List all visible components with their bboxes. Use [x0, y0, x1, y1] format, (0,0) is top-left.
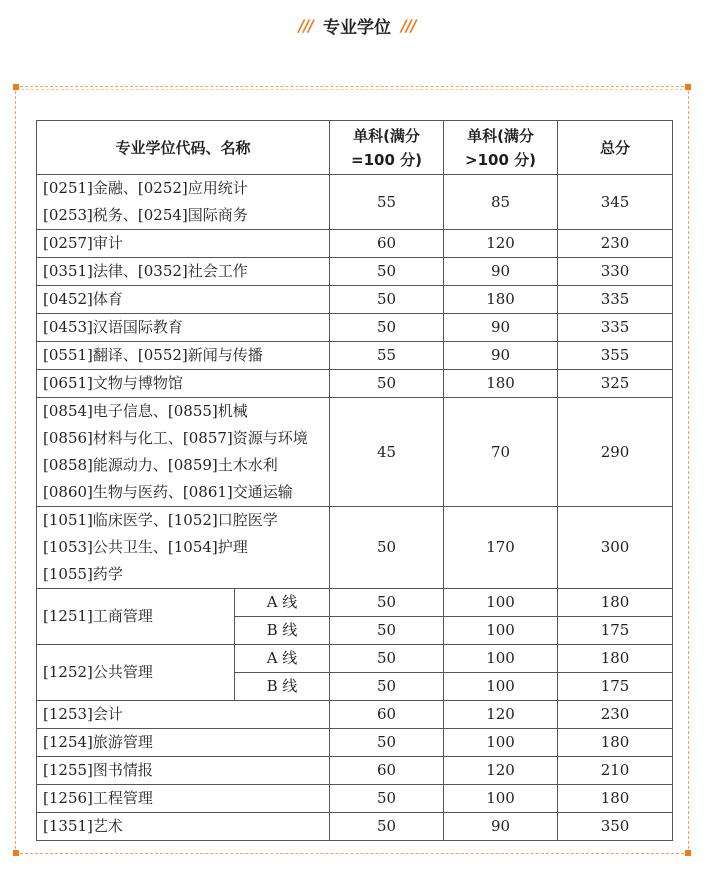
- header-degree-name: 专业学位代码、名称: [37, 121, 330, 175]
- degree-name-line: [0651]文物与博物馆: [43, 374, 183, 392]
- single-100-cell: 50: [330, 645, 444, 673]
- section-header: [0, 10, 714, 40]
- single-100-cell: 50: [330, 258, 444, 286]
- degree-name-line: [1055]药学: [43, 565, 123, 583]
- single-100-cell: 50: [330, 314, 444, 342]
- degree-name-cell: [37, 230, 330, 258]
- total-cell: 230: [558, 230, 673, 258]
- score-line-cell: B 线: [235, 617, 330, 645]
- degree-name-line: [0453]汉语国际教育: [43, 318, 183, 336]
- degree-name-line: [0351]法律、[0352]社会工作: [43, 262, 248, 280]
- total-cell: 180: [558, 645, 673, 673]
- single-gt100-cell: 120: [444, 701, 558, 729]
- header-single-gt100: 单科(满分>100 分): [444, 121, 558, 175]
- total-cell: 180: [558, 589, 673, 617]
- single-gt100-cell: 170: [444, 507, 558, 589]
- single-100-cell: 60: [330, 757, 444, 785]
- table-header-row: [37, 121, 673, 175]
- degree-name-cell: [1254]旅游管理: [37, 729, 330, 757]
- degree-name-line: [0856]材料与化工、[0857]资源与环境: [43, 429, 308, 447]
- single-100-cell: 55: [330, 175, 444, 230]
- corner-marker-icon: [13, 850, 19, 856]
- degree-name-cell: [37, 314, 330, 342]
- table-row: [37, 785, 673, 813]
- degree-name-cell: [37, 342, 330, 370]
- corner-marker-icon: [685, 84, 691, 90]
- table-row: [37, 813, 673, 841]
- decor-slashes-right-icon: ///: [401, 15, 416, 35]
- single-100-cell: 50: [330, 673, 444, 701]
- single-gt100-cell: 120: [444, 230, 558, 258]
- single-gt100-cell: 90: [444, 314, 558, 342]
- degree-name-cell: [1253]会计: [37, 701, 330, 729]
- single-100-cell: 50: [330, 813, 444, 841]
- single-gt100-cell: 85: [444, 175, 558, 230]
- degree-name-cell: [1256]工程管理: [37, 785, 330, 813]
- table-row: [37, 757, 673, 785]
- decor-slashes-left-icon: ///: [298, 15, 313, 35]
- section-title: 专业学位: [323, 17, 391, 38]
- single-100-cell: 50: [330, 617, 444, 645]
- total-cell: 210: [558, 757, 673, 785]
- table-row: [37, 507, 673, 589]
- single-100-cell: 50: [330, 729, 444, 757]
- degree-name-cell: [1255]图书情报: [37, 757, 330, 785]
- total-cell: 330: [558, 258, 673, 286]
- total-cell: 350: [558, 813, 673, 841]
- degree-name-line: [0257]审计: [43, 234, 123, 252]
- total-cell: 355: [558, 342, 673, 370]
- total-cell: 180: [558, 785, 673, 813]
- single-100-cell: 55: [330, 342, 444, 370]
- total-cell: 335: [558, 286, 673, 314]
- single-gt100-cell: 100: [444, 785, 558, 813]
- table-row: [37, 258, 673, 286]
- single-100-cell: 50: [330, 507, 444, 589]
- score-line-cell: B 线: [235, 673, 330, 701]
- degree-name-cell: [37, 398, 330, 507]
- single-gt100-cell: 180: [444, 370, 558, 398]
- degree-name-cell: [1251]工商管理: [37, 589, 235, 645]
- table-row: [37, 398, 673, 507]
- total-cell: 345: [558, 175, 673, 230]
- single-gt100-cell: 90: [444, 813, 558, 841]
- header-total: 总分: [558, 121, 673, 175]
- total-cell: 180: [558, 729, 673, 757]
- degree-name-line: [1053]公共卫生、[1054]护理: [43, 538, 248, 556]
- degree-name-line: [0253]税务、[0254]国际商务: [43, 206, 248, 224]
- total-cell: 300: [558, 507, 673, 589]
- degree-name-line: [0452]体育: [43, 290, 123, 308]
- single-gt100-cell: 100: [444, 673, 558, 701]
- single-gt100-cell: 180: [444, 286, 558, 314]
- table-row: [37, 589, 673, 617]
- table-row: [37, 230, 673, 258]
- single-gt100-cell: 100: [444, 589, 558, 617]
- degree-name-cell: [37, 286, 330, 314]
- single-gt100-cell: 90: [444, 342, 558, 370]
- total-cell: 335: [558, 314, 673, 342]
- degree-name-cell: [1351]艺术: [37, 813, 330, 841]
- single-gt100-cell: 70: [444, 398, 558, 507]
- total-cell: 290: [558, 398, 673, 507]
- score-table: [36, 120, 673, 841]
- single-100-cell: 60: [330, 701, 444, 729]
- table-row: [37, 729, 673, 757]
- single-100-cell: 50: [330, 589, 444, 617]
- degree-name-line: [0860]生物与医药、[0861]交通运输: [43, 483, 293, 501]
- degree-name-cell: [37, 258, 330, 286]
- table-row: [37, 286, 673, 314]
- single-100-cell: 45: [330, 398, 444, 507]
- score-line-cell: A 线: [235, 645, 330, 673]
- table-row: [37, 370, 673, 398]
- table-row: [37, 342, 673, 370]
- corner-marker-icon: [13, 84, 19, 90]
- degree-name-cell: [37, 175, 330, 230]
- single-gt100-cell: 100: [444, 729, 558, 757]
- degree-name-cell: [37, 507, 330, 589]
- frame-inner-line: [16, 89, 688, 90]
- single-gt100-cell: 120: [444, 757, 558, 785]
- degree-name-cell: [1252]公共管理: [37, 645, 235, 701]
- table-row: [37, 701, 673, 729]
- single-100-cell: 50: [330, 785, 444, 813]
- corner-marker-icon: [685, 850, 691, 856]
- total-cell: 230: [558, 701, 673, 729]
- single-100-cell: 50: [330, 286, 444, 314]
- degree-name-line: [1051]临床医学、[1052]口腔医学: [43, 511, 278, 529]
- table-row: [37, 175, 673, 230]
- total-cell: 175: [558, 673, 673, 701]
- degree-name-cell: [37, 370, 330, 398]
- header-single-100: 单科(满分=100 分): [330, 121, 444, 175]
- degree-name-line: [0551]翻译、[0552]新闻与传播: [43, 346, 263, 364]
- total-cell: 325: [558, 370, 673, 398]
- table-row: [37, 314, 673, 342]
- single-100-cell: 60: [330, 230, 444, 258]
- single-gt100-cell: 90: [444, 258, 558, 286]
- degree-name-line: [0251]金融、[0252]应用统计: [43, 179, 248, 197]
- degree-name-line: [0858]能源动力、[0859]土木水利: [43, 456, 278, 474]
- score-line-cell: A 线: [235, 589, 330, 617]
- single-gt100-cell: 100: [444, 617, 558, 645]
- table-row: [37, 645, 673, 673]
- degree-name-line: [0854]电子信息、[0855]机械: [43, 402, 248, 420]
- single-100-cell: 50: [330, 370, 444, 398]
- total-cell: 175: [558, 617, 673, 645]
- single-gt100-cell: 100: [444, 645, 558, 673]
